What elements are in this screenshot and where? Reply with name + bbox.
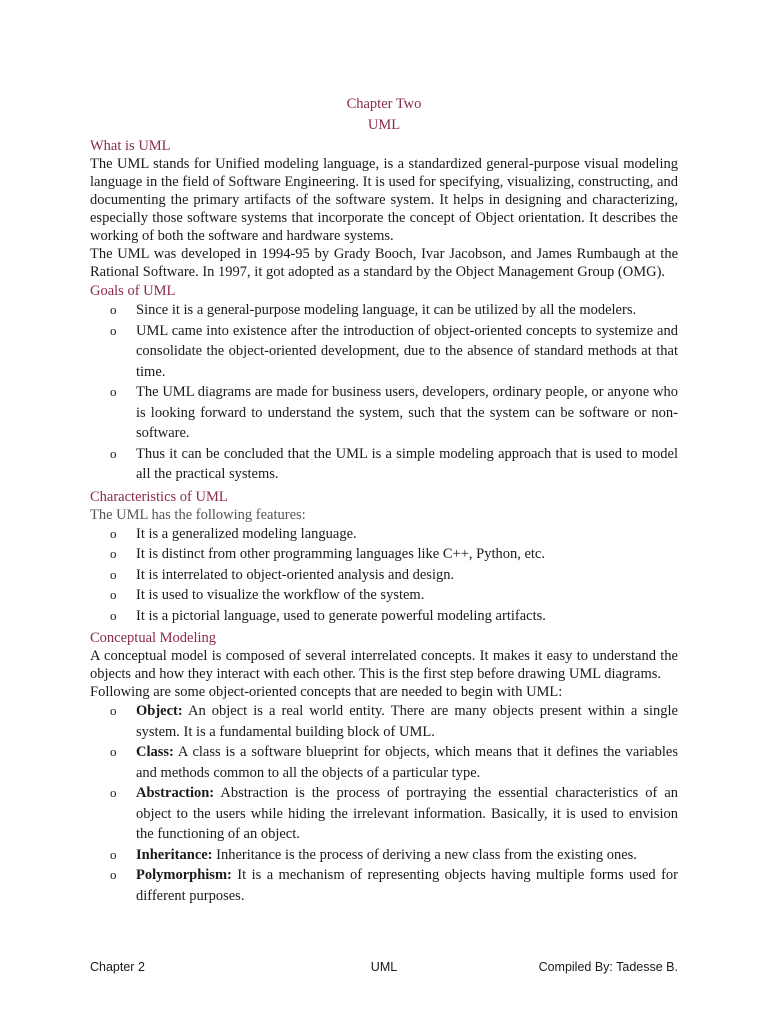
bullet-icon: o — [110, 846, 117, 862]
bullet-icon: o — [110, 445, 117, 461]
term: Class: — [136, 744, 174, 760]
heading-characteristics: Characteristics of UML — [90, 488, 228, 505]
list-item: o It is interrelated to object-oriented analysis and design. — [90, 565, 678, 586]
paragraph: The UML stands for Unified modeling language, is a standardized general-purpose visual modeling language in the field of Software Engineering. It is used for specifying, visualizing, constructing, and documenting the primary artifacts of the software system. It helps in designing and characterizing, especially those software systems that incorporate the concept of Object orientation. It describes the working of both the software and hardware systems. — [90, 156, 678, 244]
chapter-title: Chapter Two — [346, 96, 422, 112]
list-item: o It is a generalized modeling language. — [90, 524, 678, 545]
list-item: o Thus it can be concluded that the UML is a simple modeling approach that is used to model all the practical systems. — [110, 445, 678, 482]
bullet-icon: o — [110, 703, 117, 718]
list-item: o The UML diagrams are made for business users, developers, ordinary people, or anyone who is looking forward to understand the system, such that the system can be software or non-software. — [110, 384, 678, 441]
bullet-icon: o — [110, 587, 117, 602]
list-item: o It is distinct from other programming languages like C++, Python, etc. — [90, 544, 678, 565]
document-page — [90, 94, 678, 906]
list-item: o It is a pictorial language, used to generate powerful modeling artifacts. — [90, 606, 678, 627]
bullet-icon: o — [110, 607, 117, 623]
bullet-icon: o — [110, 525, 117, 541]
goals-list — [90, 300, 678, 485]
list-item: o Since it is a general-purpose modeling language, it can be utilized by all the modelers. — [90, 300, 678, 321]
bullet-icon: o — [110, 302, 117, 317]
bullet-icon: o — [110, 867, 117, 882]
term: Polymorphism: — [136, 867, 232, 883]
list-item: o It is used to visualize the workflow of the system. — [90, 585, 678, 606]
footer-right: Compiled By: Tadesse B. — [538, 960, 678, 974]
list-item: o UML came into existence after the introduction of object-oriented concepts to systemize and consolidate the object-oriented development, due to the absence of standard methods at that time. — [110, 322, 678, 380]
list-item: o Object: An object is a real world entity. There are many objects present within a single system. It is a fundamental building block of UML. — [110, 703, 678, 740]
characteristics-lead: The UML has the following features: — [90, 506, 306, 523]
bullet-icon: o — [110, 546, 117, 561]
page-footer — [90, 960, 678, 978]
footer-center: UML — [370, 960, 398, 974]
bullet-icon: o — [110, 322, 117, 338]
paragraph: A conceptual model is composed of several interrelated concepts. It makes it easy to understand the objects and how they interact with each other. This is the first step before drawing UML diagrams. — [90, 648, 678, 682]
heading-conceptual-modeling: Conceptual Modeling — [90, 630, 217, 646]
characteristics-list — [90, 524, 678, 627]
term: Abstraction: — [136, 785, 215, 801]
chapter-subject: UML — [367, 117, 401, 133]
list-item: o Inheritance: Inheritance is the process of deriving a new class from the existing ones. — [90, 845, 678, 866]
paragraph: The UML was developed in 1994-95 by Grady Booch, Ivar Jacobson, and James Rumbaugh at the Rational Software. In 1997, it got adopted as a standard by the Object Management Group (OMG). — [90, 246, 678, 280]
list-item: o Class: A class is a software blueprint for objects, which means that it defines the variables and methods common to all the objects of a particular type. — [110, 744, 678, 781]
bullet-icon: o — [110, 566, 117, 582]
bullet-icon: o — [110, 744, 117, 759]
footer-left: Chapter 2 — [90, 960, 145, 974]
list-item: o Abstraction: Abstraction is the process of portraying the essential characteristics of an object to the users while hiding the irrelevant information. Basically, it is used to envision the functioning of an object. — [110, 785, 678, 842]
bullet-icon: o — [110, 384, 117, 399]
term: Object: — [136, 703, 183, 719]
list-item: o Polymorphism: It is a mechanism of representing objects having multiple forms used for different purposes. — [110, 867, 678, 904]
bullet-icon: o — [110, 785, 117, 800]
heading-what-is-uml: What is UML — [90, 138, 171, 154]
term: Inheritance: — [136, 846, 213, 863]
concepts-list — [90, 701, 678, 906]
heading-goals: Goals of UML — [90, 283, 176, 299]
paragraph: Following are some object-oriented concepts that are needed to begin with UML: — [90, 684, 563, 700]
